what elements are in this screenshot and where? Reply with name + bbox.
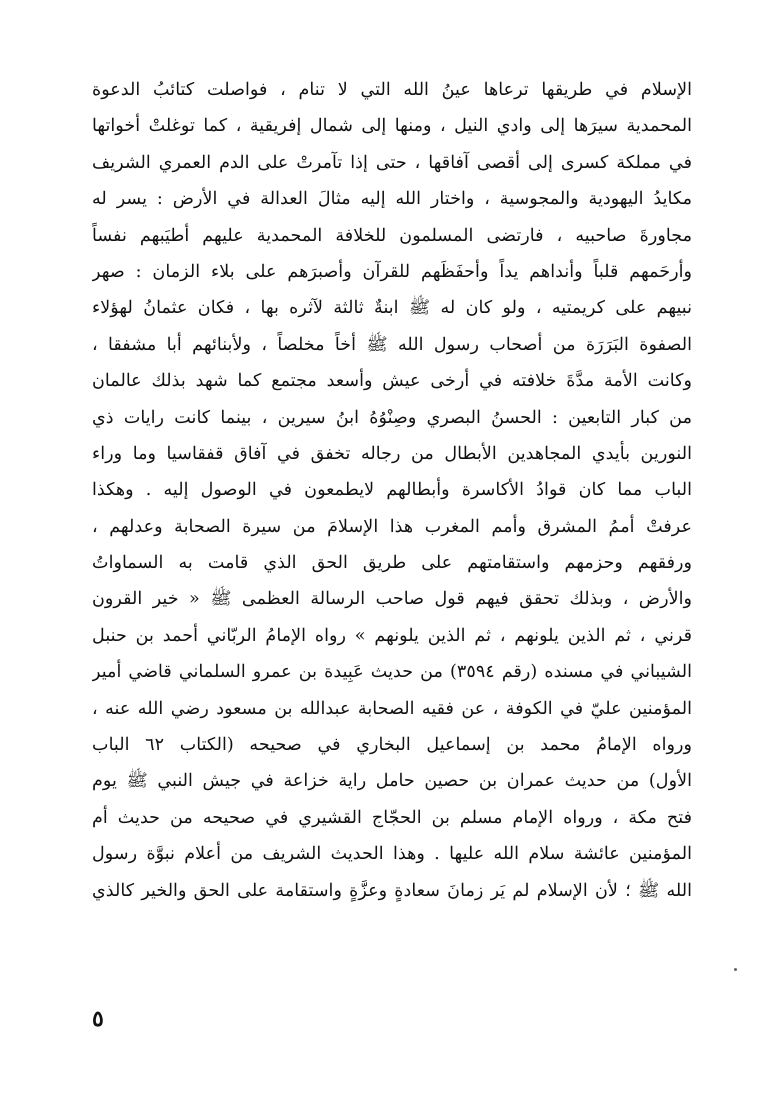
text-line: ورفقهم وحزمهم واستقامتهم على طريق الحق الذي قامت به السماواتُ xyxy=(92,553,692,574)
text-line: الله ﷺ ؛ لأن الإسلام لم يَر زمانَ سعادةٍ وعزَّةٍ واستقامة على الحق والخير كالذي xyxy=(92,880,692,901)
text-line: عرفتْ أممُ المشرق وأمم المغرب هذا الإسلامَ من سيرة الصحابة وعدلهم ، xyxy=(92,516,692,537)
body-text xyxy=(92,72,692,909)
text-line: وكانت الأمة مدَّةَ خلافته في أرخى عيش وأسعد مجتمع كما شهد بذلك عالمان xyxy=(92,371,692,392)
text-line: وأرحَمهم قلباً وأنداهم يداً وأحفَظَهم للقرآن وأصبرَهم على بلاء الزمان : صهر xyxy=(92,261,692,282)
text-line: المحمدية سيرَها إلى وادي النيل ، ومنها إلى شمال إفريقية ، كما توغلتْ أخواتها xyxy=(92,116,692,137)
text-line: من كبار التابعين : الحسنُ البصري وصِنْوُهُ ابنُ سيرين ، بينما كانت رايات ذي xyxy=(92,407,692,428)
text-line: الأول) من حديث عمران بن حصين حامل راية خزاعة في جيش النبي ﷺ يوم xyxy=(92,771,692,792)
page-number: ٥ xyxy=(92,1006,104,1032)
text-line: في مملكة كسرى إلى أقصى آفاقها ، حتى إذا تآمرتْ على الدم العمري الشريف xyxy=(92,152,692,173)
text-line: الصفوة البَرَرَة من أصحاب رسول الله ﷺ أخاً مخلصاً ، ولأبنائهم أبا مشفقا ، xyxy=(92,334,692,355)
text-line: ورواه الإمامُ محمد بن إسماعيل البخاري في صحيحه (الكتاب ٦٢ الباب xyxy=(92,735,692,756)
text-line: المؤمنين عليّ في الكوفة ، عن فقيه الصحابة عبدالله بن مسعود رضي الله عنه ، xyxy=(92,698,692,719)
text-line: قرني ، ثم الذين يلونهم ، ثم الذين يلونهم » رواه الإمامُ الربّاني أحمد بن حنبل xyxy=(92,625,692,646)
text-line: الشيباني في مسنده (رقم ٣٥٩٤) من حديث عَبِيدة بن عمرو السلماني قاضي أمير xyxy=(92,662,692,683)
text-line: مجاورةَ صاحبيه ، فارتضى المسلمون للخلافة المحمدية عليهم أطيَبهم نفساً xyxy=(92,225,692,246)
text-line: نبيهم على كريمتيه ، ولو كان له ﷺ ابنةٌ ثالثة لآثره بها ، فكان عثمانُ لهؤلاء xyxy=(92,298,692,319)
text-line: الباب مما كان قوادُ الأكاسرة وأبطالهم لايطمعون في الوصول إليه . وهكذا xyxy=(92,480,692,501)
text-line: النورين بأيدي المجاهدين الأبطال من رجاله تخفق في آفاق قفقاسيا وما وراء xyxy=(92,443,692,464)
text-line: الإسلام في طريقها ترعاها عينُ الله التي لا تنام ، فواصلت كتائبُ الدعوة xyxy=(92,80,692,100)
text-line: المؤمنين عائشة سلام الله عليها . وهذا الحديث الشريف من أعلام نبوَّة رسول xyxy=(92,844,692,865)
text-line: والأرض ، وبذلك تحقق فيهم قول صاحب الرسالة العظمى ﷺ « خير القرون xyxy=(92,589,692,610)
scan-mark xyxy=(734,968,737,971)
text-line: مكايدُ اليهودية والمجوسية ، واختار الله إليه مثالَ العدالة في الأرض : يسر له xyxy=(92,189,692,210)
text-line: فتح مكة ، ورواه الإمام مسلم بن الحجّاج القشيري في صحيحه من حديث أم xyxy=(92,807,692,828)
